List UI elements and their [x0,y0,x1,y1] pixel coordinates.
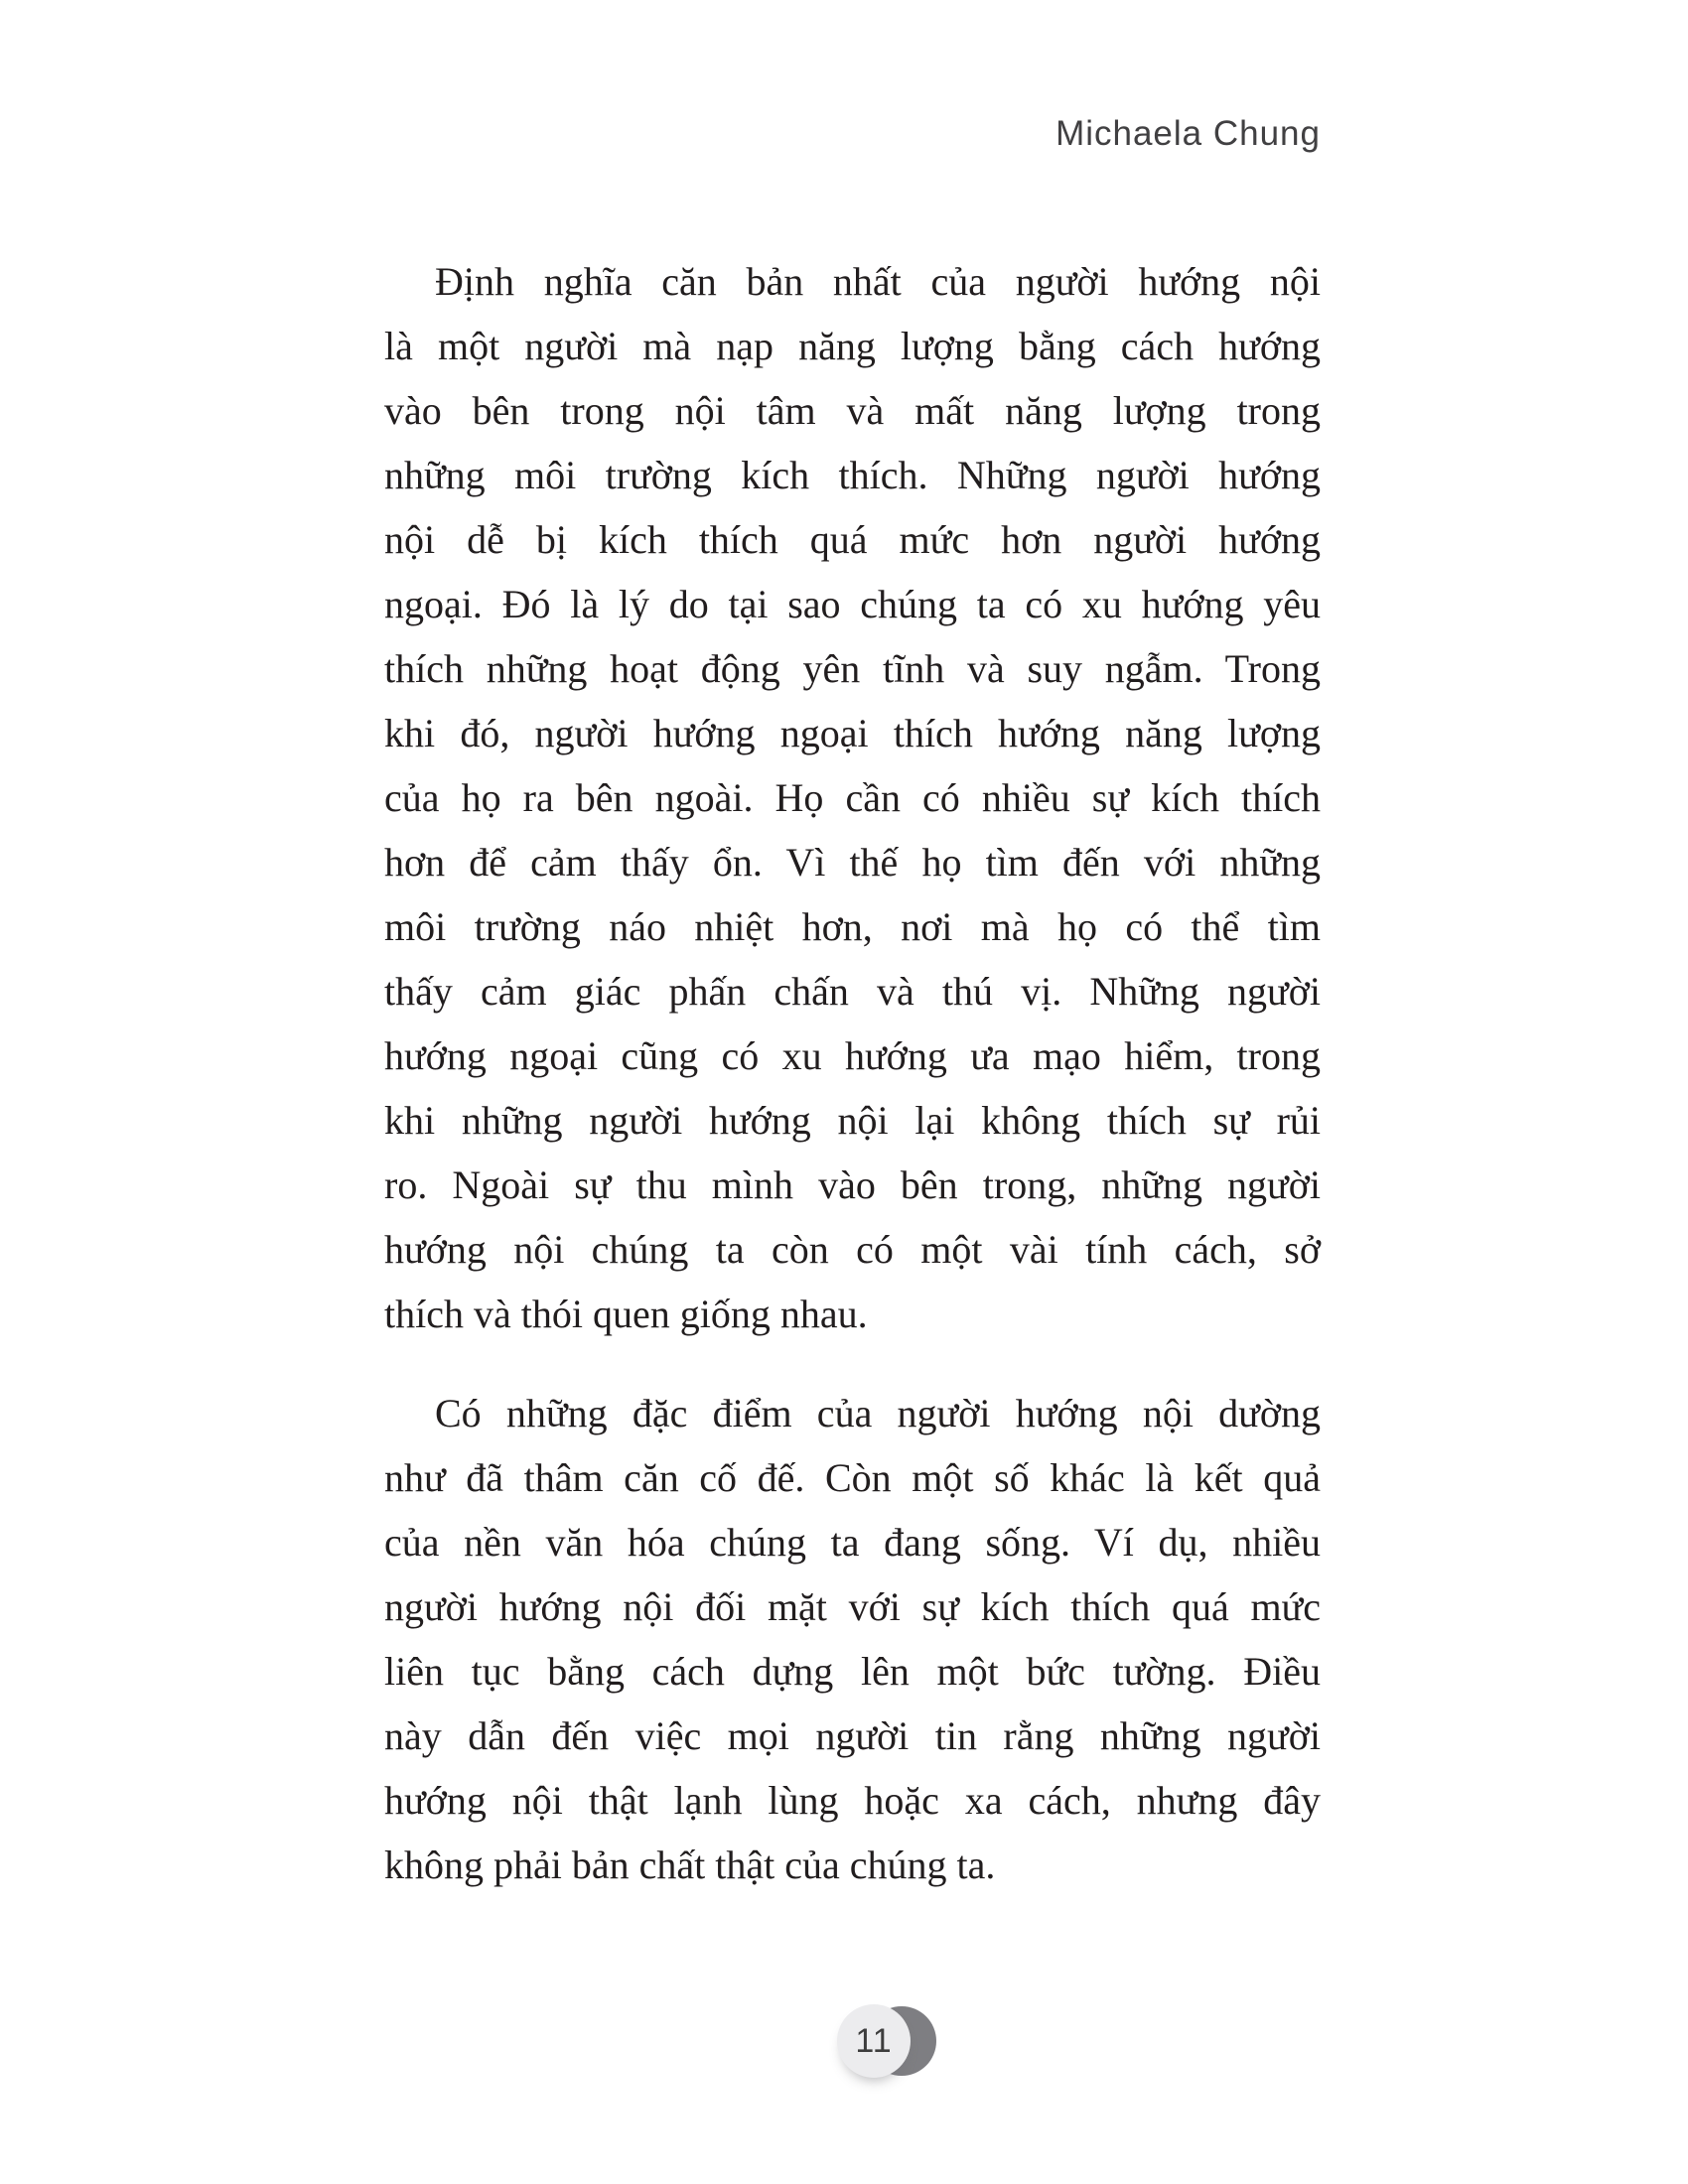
text-line: hướng ngoại cũng có xu hướng ưa mạo hiểm, trong [384,1033,1321,1078]
text-line: là một người mà nạp năng lượng bằng cách hướng [384,324,1321,368]
page-number-badge [837,2004,938,2080]
text-line: thích những hoạt động yên tĩnh và suy ngẫm. Trong [384,646,1321,691]
text-line: thích và thói quen giống nhau. [384,1292,868,1336]
text-line: thấy cảm giác phấn chấn và thú vị. Những người [384,969,1321,1014]
text-line: này dẫn đến việc mọi người tin rằng những người [384,1713,1321,1758]
text-line: của họ ra bên ngoài. Họ cần có nhiều sự kích thích [384,775,1321,820]
text-line: như đã thâm căn cố đế. Còn một số khác là kết quả [384,1455,1321,1500]
text-line: ro. Ngoài sự thu mình vào bên trong, những người [384,1162,1321,1207]
text-line: vào bên trong nội tâm và mất năng lượng trong [384,388,1321,433]
text-line: môi trường náo nhiệt hơn, nơi mà họ có thể tìm [384,904,1321,949]
text-line: hơn để cảm thấy ổn. Vì thế họ tìm đến với những [384,840,1321,885]
page-number: 11 [855,2021,893,2060]
text-line: hướng nội chúng ta còn có một vài tính cách, sở [384,1227,1321,1272]
text-line: liên tục bằng cách dựng lên một bức tường. Điều [384,1649,1321,1694]
text-line: hướng nội thật lạnh lùng hoặc xa cách, nhưng đây [384,1778,1321,1823]
text-line: Có những đặc điểm của người hướng nội dường [435,1391,1321,1435]
body-text [384,249,1321,1897]
paragraph-2 [384,1381,1321,1897]
text-line: nội dễ bị kích thích quá mức hơn người hướng [384,517,1321,562]
text-line: không phải bản chất thật của chúng ta. [384,1843,996,1887]
text-line: khi những người hướng nội lại không thích sự rủi [384,1098,1321,1143]
text-line: khi đó, người hướng ngoại thích hướng năng lượng [384,711,1321,755]
page-number-circle [837,2004,911,2078]
text-line: của nền văn hóa chúng ta đang sống. Ví dụ, nhiều [384,1520,1321,1565]
text-line: những môi trường kích thích. Những người hướng [384,453,1321,497]
text-line: ngoại. Đó là lý do tại sao chúng ta có xu hướng yêu [384,582,1321,626]
paragraph-1 [384,249,1321,1346]
text-line: Định nghĩa căn bản nhất của người hướng nội [435,259,1321,304]
running-header: Michaela Chung [1055,114,1321,153]
text-line: người hướng nội đối mặt với sự kích thích quá mức [384,1584,1321,1629]
